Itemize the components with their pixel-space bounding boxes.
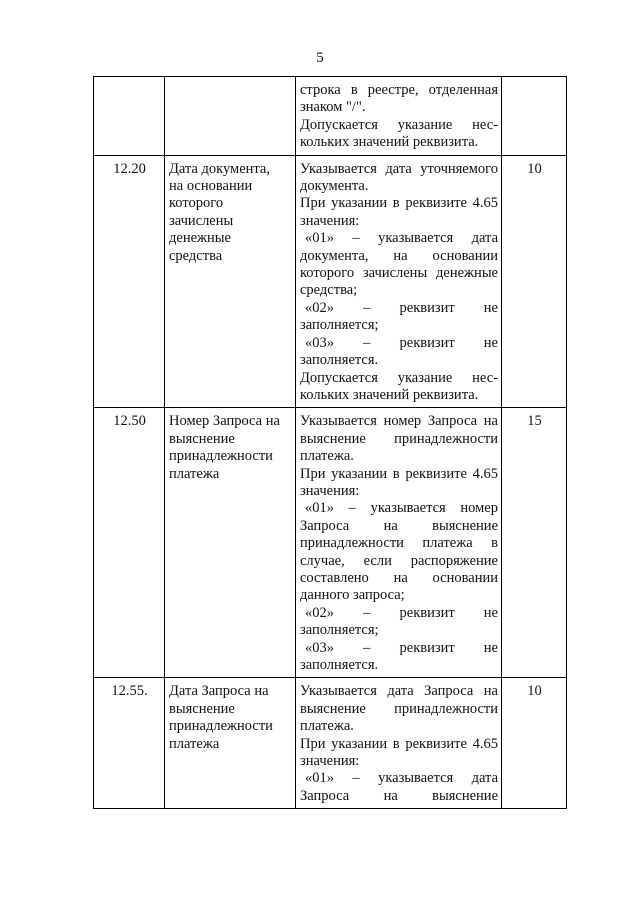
table-row (94, 77, 567, 156)
table-row (94, 678, 567, 809)
requisite-name (165, 408, 296, 678)
requisite-number: 12.50 (94, 408, 165, 678)
requisite-name-line: Номер Запроса на (169, 413, 280, 430)
description-line: При указании в реквизите 4.65 (300, 735, 498, 752)
requisite-name-line: на основании (169, 178, 253, 195)
requisite-name-line: Дата Запроса на (169, 683, 269, 700)
requisite-length: 15 (502, 408, 567, 678)
requisite-name-line: денежные (169, 230, 231, 247)
table-row (94, 408, 567, 678)
description-line: документа. (300, 178, 369, 195)
description-line: которого зачислены денежные (300, 265, 498, 282)
requisite-number: 12.55. (94, 678, 165, 809)
description-line: выяснение принадлежности (300, 700, 498, 717)
description-line: составлено на основании (300, 569, 498, 586)
description-line: выяснение принадлежности (300, 430, 498, 447)
requisite-length: 10 (502, 155, 567, 408)
description-line: Указывается дата Запроса на (300, 683, 498, 700)
description-line: заполняется. (300, 352, 379, 369)
requisite-name-line: принадлежности (169, 448, 273, 465)
requisite-length: 10 (502, 678, 567, 809)
page-number: 5 (316, 50, 324, 66)
description-line: «01» – указывается номер (305, 500, 498, 517)
requisite-name-line: которого (169, 195, 224, 212)
description-line: «01» – указывается дата (305, 770, 498, 787)
requisite-name-line: платежа (169, 465, 220, 482)
description-line: При указании в реквизите 4.65 (300, 465, 498, 482)
description-line: «02» – реквизит не (305, 604, 498, 621)
table-row (94, 155, 567, 408)
description-line: значения: (300, 212, 360, 229)
description-line: Запроса на выяснение (300, 787, 498, 804)
description-line: Указывается дата уточняемого (300, 160, 498, 177)
description-line: случае, если распоряжение (300, 552, 498, 569)
description-line: принадлежности платежа в (300, 535, 498, 552)
description-line: заполняется. (300, 657, 379, 673)
description-line: «03» – реквизит не (305, 639, 498, 656)
requisite-name-line: средства (169, 247, 223, 264)
description-line: строка в реестре, отделенная (300, 82, 498, 98)
description-line: значения: (300, 753, 360, 770)
requisite-description (296, 678, 502, 809)
description-line: значения: (300, 482, 360, 499)
requisite-name-line: зачислены (169, 212, 234, 229)
description-line: документа, на основании (300, 247, 498, 264)
requisite-number (94, 77, 165, 156)
description-line: При указании в реквизите 4.65 (300, 195, 498, 212)
requisite-name-line: платежа (169, 735, 220, 752)
requisite-length (502, 77, 567, 156)
description-line: «03» – реквизит не (305, 334, 498, 351)
requisite-name-line: выяснение (169, 700, 235, 717)
description-line: заполняется; (300, 317, 379, 334)
description-line: средства; (300, 282, 358, 299)
requisite-name-line: Дата документа, (169, 160, 270, 177)
description-line: кольких значений реквизита. (300, 134, 479, 151)
description-line: «02» – реквизит не (305, 299, 498, 316)
description-line: Допускается указание нес- (300, 116, 498, 133)
description-line: Допускается указание нес- (300, 369, 498, 386)
description-line: кольких значений реквизита. (300, 386, 479, 403)
requisite-description (296, 77, 502, 156)
description-line: заполняется; (300, 622, 379, 639)
requisite-description (296, 155, 502, 408)
description-line: Указывается номер Запроса на (300, 413, 498, 430)
requisite-name (165, 77, 296, 156)
description-line: знаком "/". (300, 99, 366, 116)
requisites-table (93, 76, 567, 809)
requisite-name (165, 678, 296, 809)
requisite-description (296, 408, 502, 678)
requisite-name-line: принадлежности (169, 718, 273, 735)
description-line: Запроса на выяснение (300, 517, 498, 534)
requisite-number: 12.20 (94, 155, 165, 408)
description-line: платежа. (300, 718, 354, 735)
description-line: платежа. (300, 448, 354, 465)
description-line: данного запроса; (300, 587, 405, 604)
requisite-name (165, 155, 296, 408)
requisite-name-line: выяснение (169, 430, 235, 447)
description-line: «01» – указывается дата (305, 230, 498, 247)
